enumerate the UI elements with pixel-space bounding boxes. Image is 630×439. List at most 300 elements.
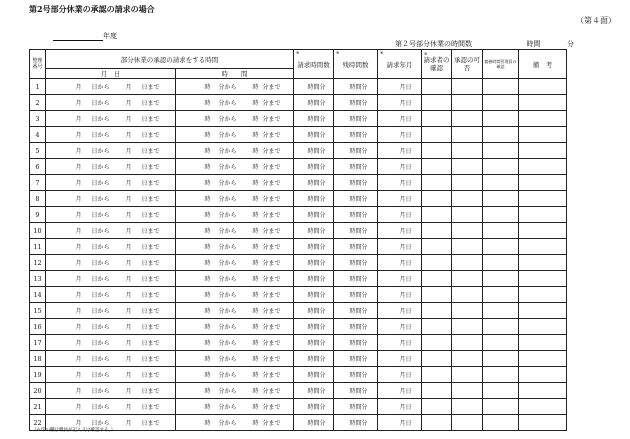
cell-remaining-hours [334, 127, 378, 143]
cell-time-range [176, 239, 294, 255]
cell-requester-confirm [422, 287, 452, 303]
cell-text: 時間 [307, 340, 320, 347]
cell-text: 月 [75, 148, 82, 155]
cell-text: 日 [405, 340, 412, 347]
table-row [30, 335, 567, 351]
cell-text: 日から [91, 292, 110, 299]
cell-text: 時 [204, 388, 211, 395]
cell-text: 日 [405, 148, 412, 155]
cell-text: 日 [405, 244, 412, 251]
cell-requester-confirm [422, 319, 452, 335]
cell-text: 日から [91, 100, 110, 107]
cell-request-hours [294, 319, 334, 335]
cell-remaining-hours [334, 415, 378, 431]
cell-text: 時 [204, 84, 211, 91]
cell-request-hours [294, 255, 334, 271]
cell-text: 月 [125, 100, 132, 107]
cell-text: 分から [218, 420, 237, 427]
cell-time-range [176, 367, 294, 383]
cell-approval [452, 79, 483, 95]
cell-text: 分まで [262, 244, 281, 251]
cell-text: 時間 [307, 324, 320, 331]
cell-text: 時 [204, 116, 211, 123]
cell-text: 日 [405, 308, 412, 315]
cell-remaining-hours [334, 111, 378, 127]
cell-remarks [519, 159, 567, 175]
cell-text: 分 [361, 292, 368, 299]
cell-remarks [519, 303, 567, 319]
cell-text: 分 [361, 132, 368, 139]
cell-remarks [519, 127, 567, 143]
cell-text: 分から [218, 180, 237, 187]
cell-requester-confirm [422, 399, 452, 415]
cell-text: 時間 [349, 164, 362, 171]
cell-date-range [46, 351, 176, 367]
cell-text: 日から [91, 84, 110, 91]
cell-time-range [176, 159, 294, 175]
cell-remarks [519, 271, 567, 287]
table-body [30, 79, 567, 431]
header-approval: 承認の可否 [452, 50, 483, 79]
cell-approval [452, 239, 483, 255]
table-row [30, 191, 567, 207]
cell-text: 時 [252, 84, 259, 91]
cell-text: 月 [399, 132, 406, 139]
cell-text: 月 [125, 372, 132, 379]
cell-time-range [176, 127, 294, 143]
cell-no: 19 [30, 367, 46, 383]
cell-text: 日から [91, 228, 110, 235]
cell-manager-confirm [483, 143, 519, 159]
cell-text: 月 [399, 292, 406, 299]
cell-text: 時間 [307, 116, 320, 123]
cell-requester-confirm [422, 79, 452, 95]
cell-text: 時 [252, 212, 259, 219]
cell-text: 月 [125, 292, 132, 299]
cell-text: 分 [361, 276, 368, 283]
cell-request-date [378, 399, 422, 415]
table-row [30, 239, 567, 255]
page-label: （第４面） [576, 16, 616, 25]
cell-text: 日まで [141, 308, 160, 315]
cell-text: 日まで [141, 180, 160, 187]
cell-text: 分 [361, 308, 368, 315]
cell-text: 月 [75, 132, 82, 139]
cell-text: 時間 [349, 308, 362, 315]
cell-text: 時 [252, 132, 259, 139]
cell-text: 分 [361, 196, 368, 203]
cell-text: 時 [252, 100, 259, 107]
cell-text: 時間 [349, 196, 362, 203]
cell-text: 月 [125, 244, 132, 251]
cell-text: 時間 [349, 116, 362, 123]
header-month-day: 月 日 [46, 69, 176, 79]
cell-text: 月 [399, 388, 406, 395]
cell-text: 分まで [262, 212, 281, 219]
cell-text: 時 [252, 276, 259, 283]
cell-text: 月 [125, 340, 132, 347]
cell-text: 月 [399, 420, 406, 427]
cell-text: 月 [125, 132, 132, 139]
cell-text: 日 [405, 404, 412, 411]
cell-text: 分 [361, 84, 368, 91]
cell-text: 日 [405, 388, 412, 395]
cell-text: 分まで [262, 84, 281, 91]
cell-text: 分 [361, 244, 368, 251]
cell-remaining-hours [334, 303, 378, 319]
cell-request-date [378, 351, 422, 367]
cell-text: 時間 [349, 324, 362, 331]
cell-approval [452, 255, 483, 271]
cell-text: 分 [361, 372, 368, 379]
cell-text: 日から [91, 132, 110, 139]
cell-text: 時間 [307, 404, 320, 411]
cell-text: 分 [319, 228, 326, 235]
hours-unit-h: 時間 [526, 40, 541, 48]
cell-manager-confirm [483, 303, 519, 319]
cell-text: 分 [361, 324, 368, 331]
cell-text: 日 [405, 420, 412, 427]
cell-text: 分 [319, 260, 326, 267]
cell-text: 分 [319, 196, 326, 203]
cell-text: 月 [399, 100, 406, 107]
cell-no: 16 [30, 319, 46, 335]
cell-text: 時 [204, 212, 211, 219]
cell-text: 分 [319, 212, 326, 219]
cell-remaining-hours [334, 255, 378, 271]
cell-request-hours [294, 271, 334, 287]
cell-text: 分 [319, 292, 326, 299]
cell-text: 時間 [307, 260, 320, 267]
footnote: （※印の欄は職員が記入又は確認する。） [32, 428, 116, 433]
cell-requester-confirm [422, 111, 452, 127]
cell-date-range [46, 111, 176, 127]
cell-request-hours [294, 127, 334, 143]
cell-text: 日 [405, 196, 412, 203]
cell-date-range [46, 95, 176, 111]
cell-text: 分 [319, 276, 326, 283]
cell-text: 分まで [262, 116, 281, 123]
cell-text: 時間 [349, 260, 362, 267]
cell-date-range [46, 319, 176, 335]
cell-text: 日まで [141, 260, 160, 267]
cell-text: 分から [218, 372, 237, 379]
cell-text: 分まで [262, 388, 281, 395]
cell-time-range [176, 79, 294, 95]
cell-text: 月 [75, 212, 82, 219]
cell-date-range [46, 303, 176, 319]
cell-approval [452, 303, 483, 319]
cell-no: 4 [30, 127, 46, 143]
cell-manager-confirm [483, 415, 519, 431]
cell-text: 時 [252, 164, 259, 171]
cell-text: 時間 [349, 340, 362, 347]
cell-no: 8 [30, 191, 46, 207]
cell-date-range [46, 271, 176, 287]
cell-manager-confirm [483, 207, 519, 223]
cell-remaining-hours [334, 399, 378, 415]
cell-text: 月 [399, 308, 406, 315]
cell-requester-confirm [422, 303, 452, 319]
cell-manager-confirm [483, 399, 519, 415]
cell-date-range [46, 287, 176, 303]
cell-remarks [519, 239, 567, 255]
cell-time-range [176, 207, 294, 223]
cell-text: 月 [125, 116, 132, 123]
cell-no: 9 [30, 207, 46, 223]
cell-remarks [519, 79, 567, 95]
cell-manager-confirm [483, 239, 519, 255]
cell-date-range [46, 399, 176, 415]
cell-text: 時 [252, 260, 259, 267]
cell-text: 分まで [262, 420, 281, 427]
cell-text: 日から [91, 372, 110, 379]
cell-text: 分 [319, 132, 326, 139]
cell-text: 時 [252, 180, 259, 187]
cell-text: 時間 [307, 420, 320, 427]
fiscal-year [53, 31, 117, 41]
cell-text: 分 [319, 404, 326, 411]
table-row [30, 255, 567, 271]
cell-time-range [176, 175, 294, 191]
cell-approval [452, 271, 483, 287]
cell-request-date [378, 383, 422, 399]
cell-time-range [176, 255, 294, 271]
cell-text: 時間 [349, 180, 362, 187]
cell-text: 時間 [349, 356, 362, 363]
cell-request-date [378, 367, 422, 383]
cell-text: 分から [218, 260, 237, 267]
cell-text: 時 [204, 420, 211, 427]
table-row [30, 383, 567, 399]
cell-text: 分 [319, 244, 326, 251]
header-time: 時 間 [176, 69, 294, 79]
table-row [30, 367, 567, 383]
cell-text: 時間 [349, 276, 362, 283]
cell-requester-confirm [422, 207, 452, 223]
cell-requester-confirm [422, 383, 452, 399]
cell-text: 日 [405, 276, 412, 283]
cell-time-range [176, 143, 294, 159]
cell-no: 15 [30, 303, 46, 319]
cell-text: 時間 [307, 244, 320, 251]
cell-manager-confirm [483, 175, 519, 191]
cell-requester-confirm [422, 367, 452, 383]
cell-text: 時 [252, 340, 259, 347]
cell-text: 分 [361, 340, 368, 347]
cell-text: 分まで [262, 148, 281, 155]
cell-text: 時 [252, 244, 259, 251]
table-row [30, 143, 567, 159]
cell-request-date [378, 79, 422, 95]
cell-manager-confirm [483, 95, 519, 111]
cell-text: 月 [125, 388, 132, 395]
cell-request-hours [294, 335, 334, 351]
table-row [30, 175, 567, 191]
cell-remaining-hours [334, 159, 378, 175]
cell-no: 7 [30, 175, 46, 191]
cell-text: 分 [319, 420, 326, 427]
cell-request-hours [294, 239, 334, 255]
cell-manager-confirm [483, 383, 519, 399]
cell-remarks [519, 399, 567, 415]
cell-approval [452, 111, 483, 127]
cell-date-range [46, 159, 176, 175]
header-request-time-group: 部分休業の承認の請求をする時間 [46, 50, 294, 69]
cell-text: 分 [319, 388, 326, 395]
cell-text: 分 [319, 148, 326, 155]
cell-text: 分から [218, 404, 237, 411]
year-label: 年度 [103, 32, 117, 40]
cell-requester-confirm [422, 175, 452, 191]
cell-text: 月 [125, 196, 132, 203]
cell-text: 時 [252, 356, 259, 363]
cell-text: 時間 [307, 132, 320, 139]
cell-requester-confirm [422, 335, 452, 351]
cell-manager-confirm [483, 287, 519, 303]
cell-date-range [46, 191, 176, 207]
cell-text: 時 [252, 324, 259, 331]
cell-text: 分 [361, 100, 368, 107]
table-row [30, 127, 567, 143]
cell-requester-confirm [422, 271, 452, 287]
cell-date-range [46, 207, 176, 223]
cell-text: 日から [91, 260, 110, 267]
cell-text: 月 [75, 420, 82, 427]
cell-text: 分から [218, 292, 237, 299]
cell-text: 時 [252, 420, 259, 427]
cell-text: 日まで [141, 132, 160, 139]
cell-text: 時間 [349, 84, 362, 91]
cell-text: 時 [204, 324, 211, 331]
cell-text: 時間 [349, 404, 362, 411]
cell-remarks [519, 143, 567, 159]
table-row [30, 351, 567, 367]
cell-text: 日まで [141, 116, 160, 123]
cell-requester-confirm [422, 255, 452, 271]
cell-text: 時 [252, 404, 259, 411]
cell-text: 時間 [307, 164, 320, 171]
cell-text: 月 [125, 260, 132, 267]
cell-text: 日まで [141, 372, 160, 379]
table-row [30, 159, 567, 175]
cell-text: 分 [361, 148, 368, 155]
cell-no: 1 [30, 79, 46, 95]
cell-requester-confirm [422, 143, 452, 159]
cell-text: 月 [399, 164, 406, 171]
table-row [30, 207, 567, 223]
cell-text: 分まで [262, 372, 281, 379]
cell-time-range [176, 223, 294, 239]
cell-text: 月 [125, 420, 132, 427]
cell-no: 14 [30, 287, 46, 303]
cell-text: 分まで [262, 276, 281, 283]
cell-text: 日から [91, 276, 110, 283]
cell-text: 月 [399, 116, 406, 123]
cell-text: 日から [91, 404, 110, 411]
cell-no: 10 [30, 223, 46, 239]
cell-text: 日 [405, 180, 412, 187]
cell-text: 分から [218, 100, 237, 107]
cell-text: 時 [204, 228, 211, 235]
cell-text: 日から [91, 180, 110, 187]
leave-request-table [29, 49, 567, 431]
cell-text: 時間 [307, 388, 320, 395]
cell-text: 分から [218, 244, 237, 251]
cell-text: 分 [361, 260, 368, 267]
cell-text: 時 [252, 372, 259, 379]
cell-text: 分から [218, 148, 237, 155]
header-manager-confirm: 勤務時間管理員の確認 [483, 50, 519, 79]
cell-text: 時 [204, 372, 211, 379]
table-row [30, 95, 567, 111]
cell-request-date [378, 191, 422, 207]
cell-text: 時間 [307, 356, 320, 363]
cell-remarks [519, 255, 567, 271]
cell-text: 月 [75, 372, 82, 379]
cell-remaining-hours [334, 335, 378, 351]
cell-text: 分から [218, 308, 237, 315]
cell-text: 月 [399, 148, 406, 155]
cell-request-hours [294, 175, 334, 191]
cell-text: 分 [319, 116, 326, 123]
cell-text: 分まで [262, 292, 281, 299]
cell-request-date [378, 143, 422, 159]
total-hours-line [395, 39, 574, 49]
table-row [30, 399, 567, 415]
cell-text: 日 [405, 84, 412, 91]
cell-no: 5 [30, 143, 46, 159]
form-title: 第2号部分休業の承認の請求の場合 [29, 4, 155, 14]
cell-remarks [519, 111, 567, 127]
cell-remarks [519, 383, 567, 399]
cell-text: 時間 [349, 132, 362, 139]
cell-text: 時 [204, 276, 211, 283]
cell-text: 分から [218, 164, 237, 171]
cell-no: 13 [30, 271, 46, 287]
cell-text: 分から [218, 388, 237, 395]
cell-text: 日から [91, 388, 110, 395]
cell-request-hours [294, 303, 334, 319]
cell-text: 月 [75, 84, 82, 91]
cell-no: 6 [30, 159, 46, 175]
cell-text: 日から [91, 164, 110, 171]
cell-text: 月 [125, 84, 132, 91]
cell-text: 月 [125, 148, 132, 155]
cell-text: 分 [361, 420, 368, 427]
cell-text: 分まで [262, 356, 281, 363]
cell-approval [452, 175, 483, 191]
cell-remarks [519, 367, 567, 383]
cell-text: 月 [399, 372, 406, 379]
cell-approval [452, 95, 483, 111]
cell-time-range [176, 319, 294, 335]
cell-text: 日まで [141, 148, 160, 155]
cell-text: 時間 [307, 84, 320, 91]
cell-manager-confirm [483, 223, 519, 239]
header-request-hours: ※ 請求時間数 [294, 50, 334, 79]
cell-approval [452, 159, 483, 175]
cell-text: 月 [125, 276, 132, 283]
cell-date-range [46, 127, 176, 143]
cell-text: 日から [91, 212, 110, 219]
cell-time-range [176, 287, 294, 303]
cell-text: 分まで [262, 180, 281, 187]
cell-approval [452, 415, 483, 431]
cell-text: 分 [319, 100, 326, 107]
cell-request-hours [294, 207, 334, 223]
cell-text: 分 [319, 180, 326, 187]
